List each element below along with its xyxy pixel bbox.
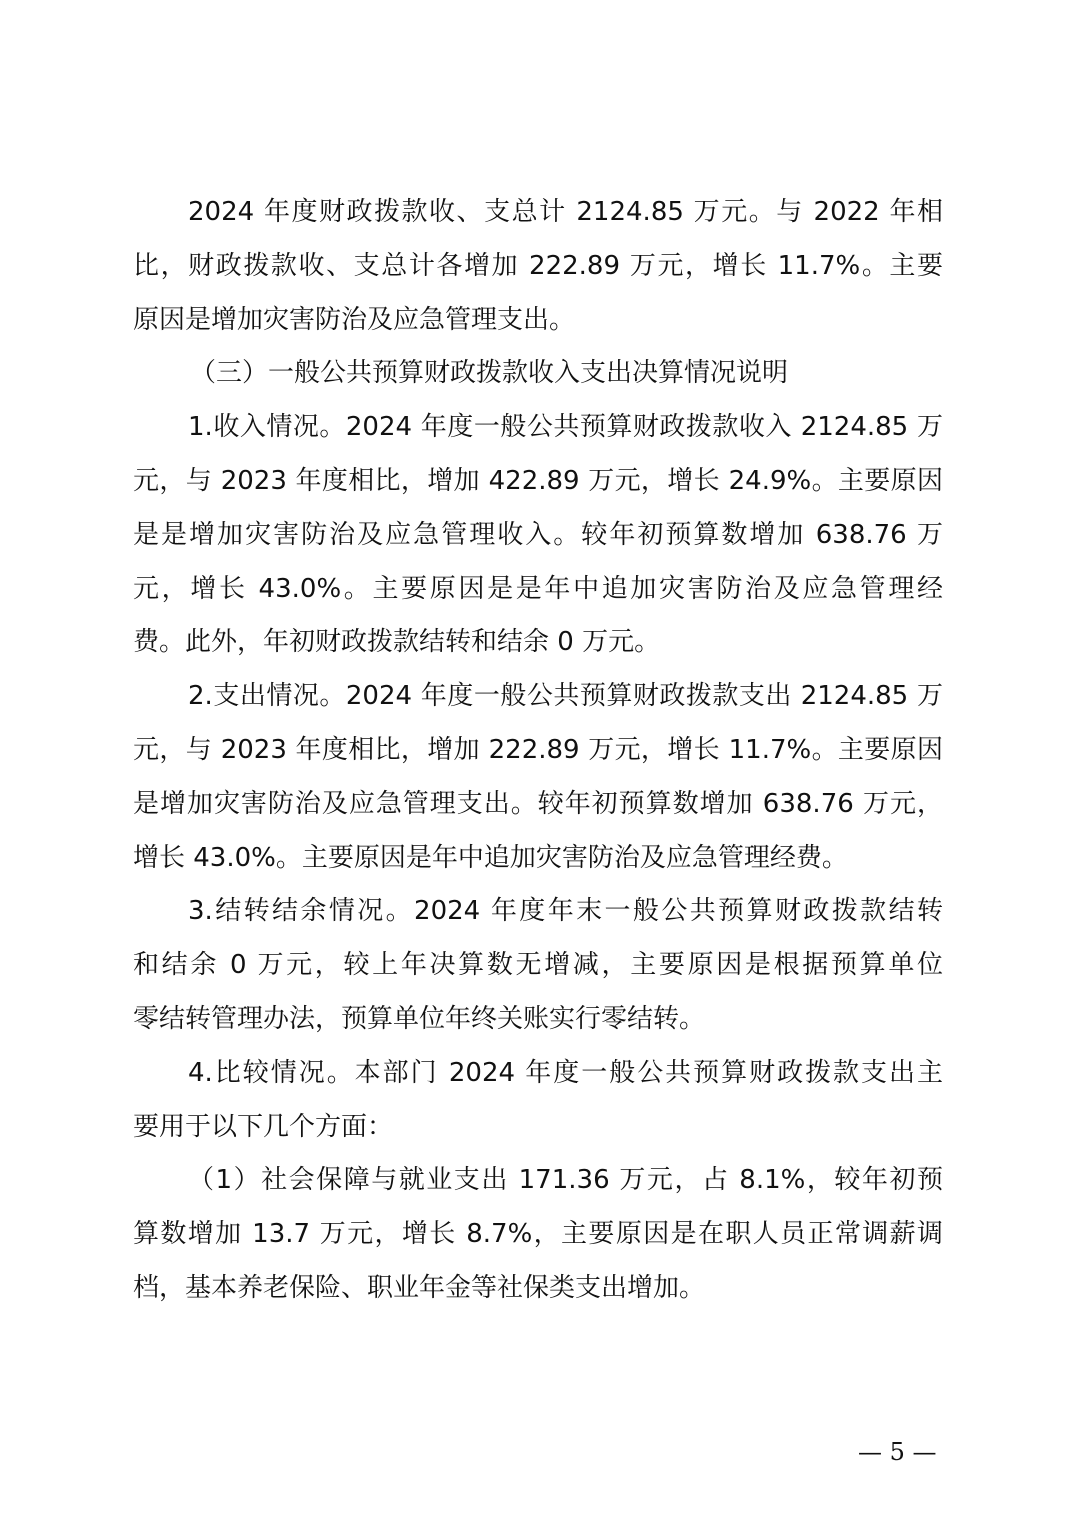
text-line: 3.结转结余情况。2024 年度年末一般公共预算财政拨款结转 xyxy=(188,896,943,927)
paragraph xyxy=(133,401,943,670)
section-heading xyxy=(133,347,943,401)
text-line: 要用于以下几个方面： xyxy=(133,1111,394,1142)
text-line: 零结转管理办法，预算单位年终关账实行零结转。 xyxy=(133,1003,706,1034)
text-line: 元，与 2023 年度相比，增加 222.89 万元，增长 11.7%。主要原因 xyxy=(133,734,943,765)
text-line: 原因是增加灾害防治及应急管理支出。 xyxy=(133,304,576,335)
text-line: 增长 43.0%。主要原因是年中追加灾害防治及应急管理经费。 xyxy=(133,842,848,873)
text-line: 档，基本养老保险、职业年金等社保类支出增加。 xyxy=(133,1272,706,1303)
paragraph xyxy=(133,885,943,1046)
text-line: 算数增加 13.7 万元，增长 8.7%，主要原因是在职人员正常调薪调 xyxy=(133,1219,943,1250)
text-line: 4.比较情况。本部门 2024 年度一般公共预算财政拨款支出主 xyxy=(188,1057,943,1088)
text-line: 是是增加灾害防治及应急管理收入。较年初预算数增加 638.76 万 xyxy=(133,519,943,550)
text-line: （三）一般公共预算财政拨款收入支出决算情况说明 xyxy=(190,358,789,389)
paragraph xyxy=(133,186,943,347)
text-line: 2.支出情况。2024 年度一般公共预算财政拨款支出 2124.85 万 xyxy=(188,681,943,712)
text-line: 1.收入情况。2024 年度一般公共预算财政拨款收入 2124.85 万 xyxy=(188,412,943,443)
text-line: 比，财政拨款收、支总计各增加 222.89 万元，增长 11.7%。主要 xyxy=(133,250,943,281)
text-line: 和结余 0 万元，较上年决算数无增减，主要原因是根据预算单位 xyxy=(133,950,943,981)
text-line: 元，增长 43.0%。主要原因是是年中追加灾害防治及应急管理经 xyxy=(133,573,943,604)
paragraph xyxy=(133,670,943,885)
text-line: 费。此外，年初财政拨款结转和结余 0 万元。 xyxy=(133,627,661,658)
page-number: — 5 — xyxy=(858,1438,937,1466)
text-line: 是增加灾害防治及应急管理支出。较年初预算数增加 638.76 万元， xyxy=(133,788,943,819)
paragraph xyxy=(133,1154,943,1315)
text-line: 2024 年度财政拨款收、支总计 2124.85 万元。与 2022 年相 xyxy=(188,197,943,227)
document-body xyxy=(133,186,943,1316)
text-line: （1）社会保障与就业支出 171.36 万元，占 8.1%，较年初预 xyxy=(188,1165,943,1196)
paragraph xyxy=(133,1047,943,1155)
text-line: 元，与 2023 年度相比，增加 422.89 万元，增长 24.9%。主要原因 xyxy=(133,465,943,496)
